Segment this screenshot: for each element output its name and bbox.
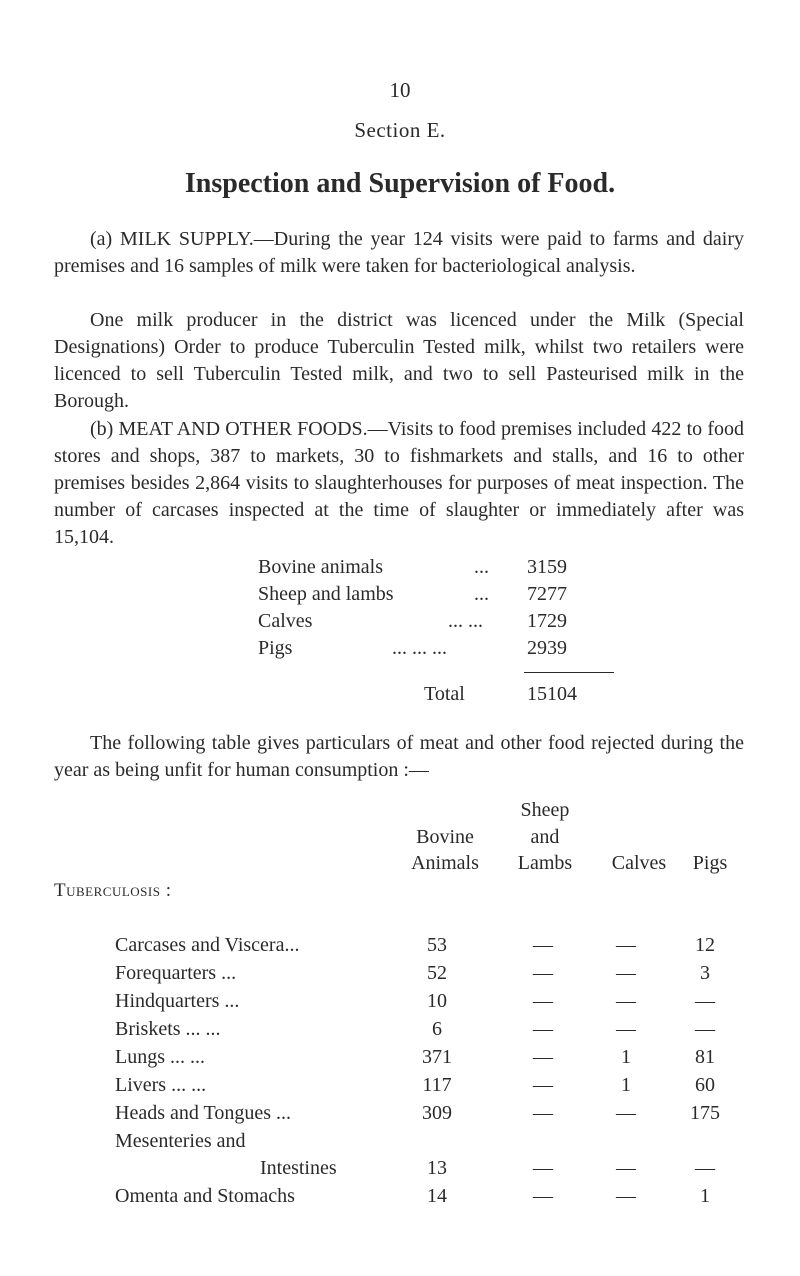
licence-paragraph: One milk producer in the district was licenced under the Milk (Special Designations) Order to produce Tuberculin Tested milk, whilst two retailers were licenced to sell Tuberculin Tested milk, and two to sell Pasteurised milk in the Borough. [54, 309, 744, 412]
cell-pigs: 1 [700, 1185, 710, 1207]
cell-calves: 1 [621, 1074, 631, 1096]
table-row-label: Forequarters ... [115, 962, 237, 984]
table-intro-paragraph: The following table gives particulars of meat and other food rejected during the year as being unfit for human consumption :— [54, 732, 744, 781]
cell-sheep: — [533, 1102, 553, 1124]
table-row-label: Omenta and Stomachs [115, 1185, 295, 1207]
total-label: Total [424, 683, 465, 705]
cell-sheep: — [533, 1157, 553, 1179]
table-row-label: Lungs ... ... [115, 1046, 205, 1068]
cell-calves: — [616, 1018, 636, 1040]
cell-pigs: 81 [695, 1046, 715, 1068]
cell-pigs: 3 [700, 962, 710, 984]
cell-bovine: 52 [427, 962, 447, 984]
cell-calves: — [616, 934, 636, 956]
header-pigs: Pigs [692, 852, 728, 874]
cell-pigs: — [695, 990, 715, 1012]
summary-label: Pigs [258, 637, 293, 659]
header-animals: Animals [411, 852, 479, 874]
cell-calves: — [616, 1102, 636, 1124]
table-row-label-prefix: Mesenteries and [115, 1130, 246, 1152]
cell-sheep: — [533, 1018, 553, 1040]
cell-calves: — [616, 1185, 636, 1207]
milk-supply-paragraph: (a) MILK SUPPLY.—During the year 124 visits were paid to farms and dairy premises and 16 samples of milk were taken for bacteriological analysis. [54, 228, 744, 277]
cell-bovine: 6 [432, 1018, 442, 1040]
header-calves: Calves [611, 852, 667, 874]
cell-bovine: 309 [422, 1102, 452, 1124]
cell-bovine: 10 [427, 990, 447, 1012]
summary-label: Calves [258, 610, 313, 632]
cell-calves: — [616, 990, 636, 1012]
cell-sheep: — [533, 962, 553, 984]
cell-sheep: — [533, 1074, 553, 1096]
table-row-label: Intestines [260, 1157, 337, 1179]
cell-calves: — [616, 962, 636, 984]
header-and: and [530, 826, 560, 848]
total-rule [524, 672, 614, 673]
header-bovine: Bovine [416, 826, 474, 848]
summary-label: Bovine animals [258, 556, 383, 578]
summary-label: Sheep and lambs [258, 583, 394, 605]
cell-bovine: 53 [427, 934, 447, 956]
summary-value: 7277 [527, 583, 567, 605]
table-row-label: Hindquarters ... [115, 990, 240, 1012]
cell-pigs: — [695, 1157, 715, 1179]
summary-value: 1729 [527, 610, 567, 632]
summary-dots: ... ... ... [392, 637, 447, 659]
header-sheep: Sheep [520, 799, 570, 821]
table-row-label: Briskets ... ... [115, 1018, 221, 1040]
page-number: 10 [389, 78, 411, 102]
table-row-label: Carcases and Viscera... [115, 934, 300, 956]
summary-value: 2939 [527, 637, 567, 659]
cell-pigs: 60 [695, 1074, 715, 1096]
summary-dots: ... ... [448, 610, 483, 632]
section-heading: Section E. [354, 118, 446, 142]
summary-value: 3159 [527, 556, 567, 578]
total-value: 15104 [527, 683, 577, 705]
cell-pigs: — [695, 1018, 715, 1040]
cell-sheep: — [533, 1046, 553, 1068]
page-title: Inspection and Supervision of Food. [184, 168, 616, 199]
cell-bovine: 117 [422, 1074, 452, 1096]
cell-bovine: 371 [422, 1046, 452, 1068]
table-row-label: Heads and Tongues ... [115, 1102, 291, 1124]
meat-foods-paragraph: (b) MEAT AND OTHER FOODS.—Visits to food premises included 422 to food stores and shops, 387 to markets, 30 to fishmarkets and stalls, and 16 to other premises besides 2,864 visits to slaughterhouses for purposes of meat inspection. The number of carcases inspected at the time of slaughter or immediately after was 15,104. [54, 418, 744, 548]
cell-pigs: 175 [690, 1102, 720, 1124]
cell-calves: — [616, 1157, 636, 1179]
table-row-label: Livers ... ... [115, 1074, 207, 1096]
category-tuberculosis: Tuberculosis : [54, 880, 172, 901]
cell-bovine: 13 [427, 1157, 447, 1179]
summary-dots: ... [474, 556, 489, 578]
cell-sheep: — [533, 1185, 553, 1207]
cell-sheep: — [533, 990, 553, 1012]
header-lambs: Lambs [517, 852, 573, 874]
cell-pigs: 12 [695, 934, 715, 956]
summary-dots: ... [474, 583, 489, 605]
cell-calves: 1 [621, 1046, 631, 1068]
cell-sheep: — [533, 934, 553, 956]
cell-bovine: 14 [427, 1185, 447, 1207]
